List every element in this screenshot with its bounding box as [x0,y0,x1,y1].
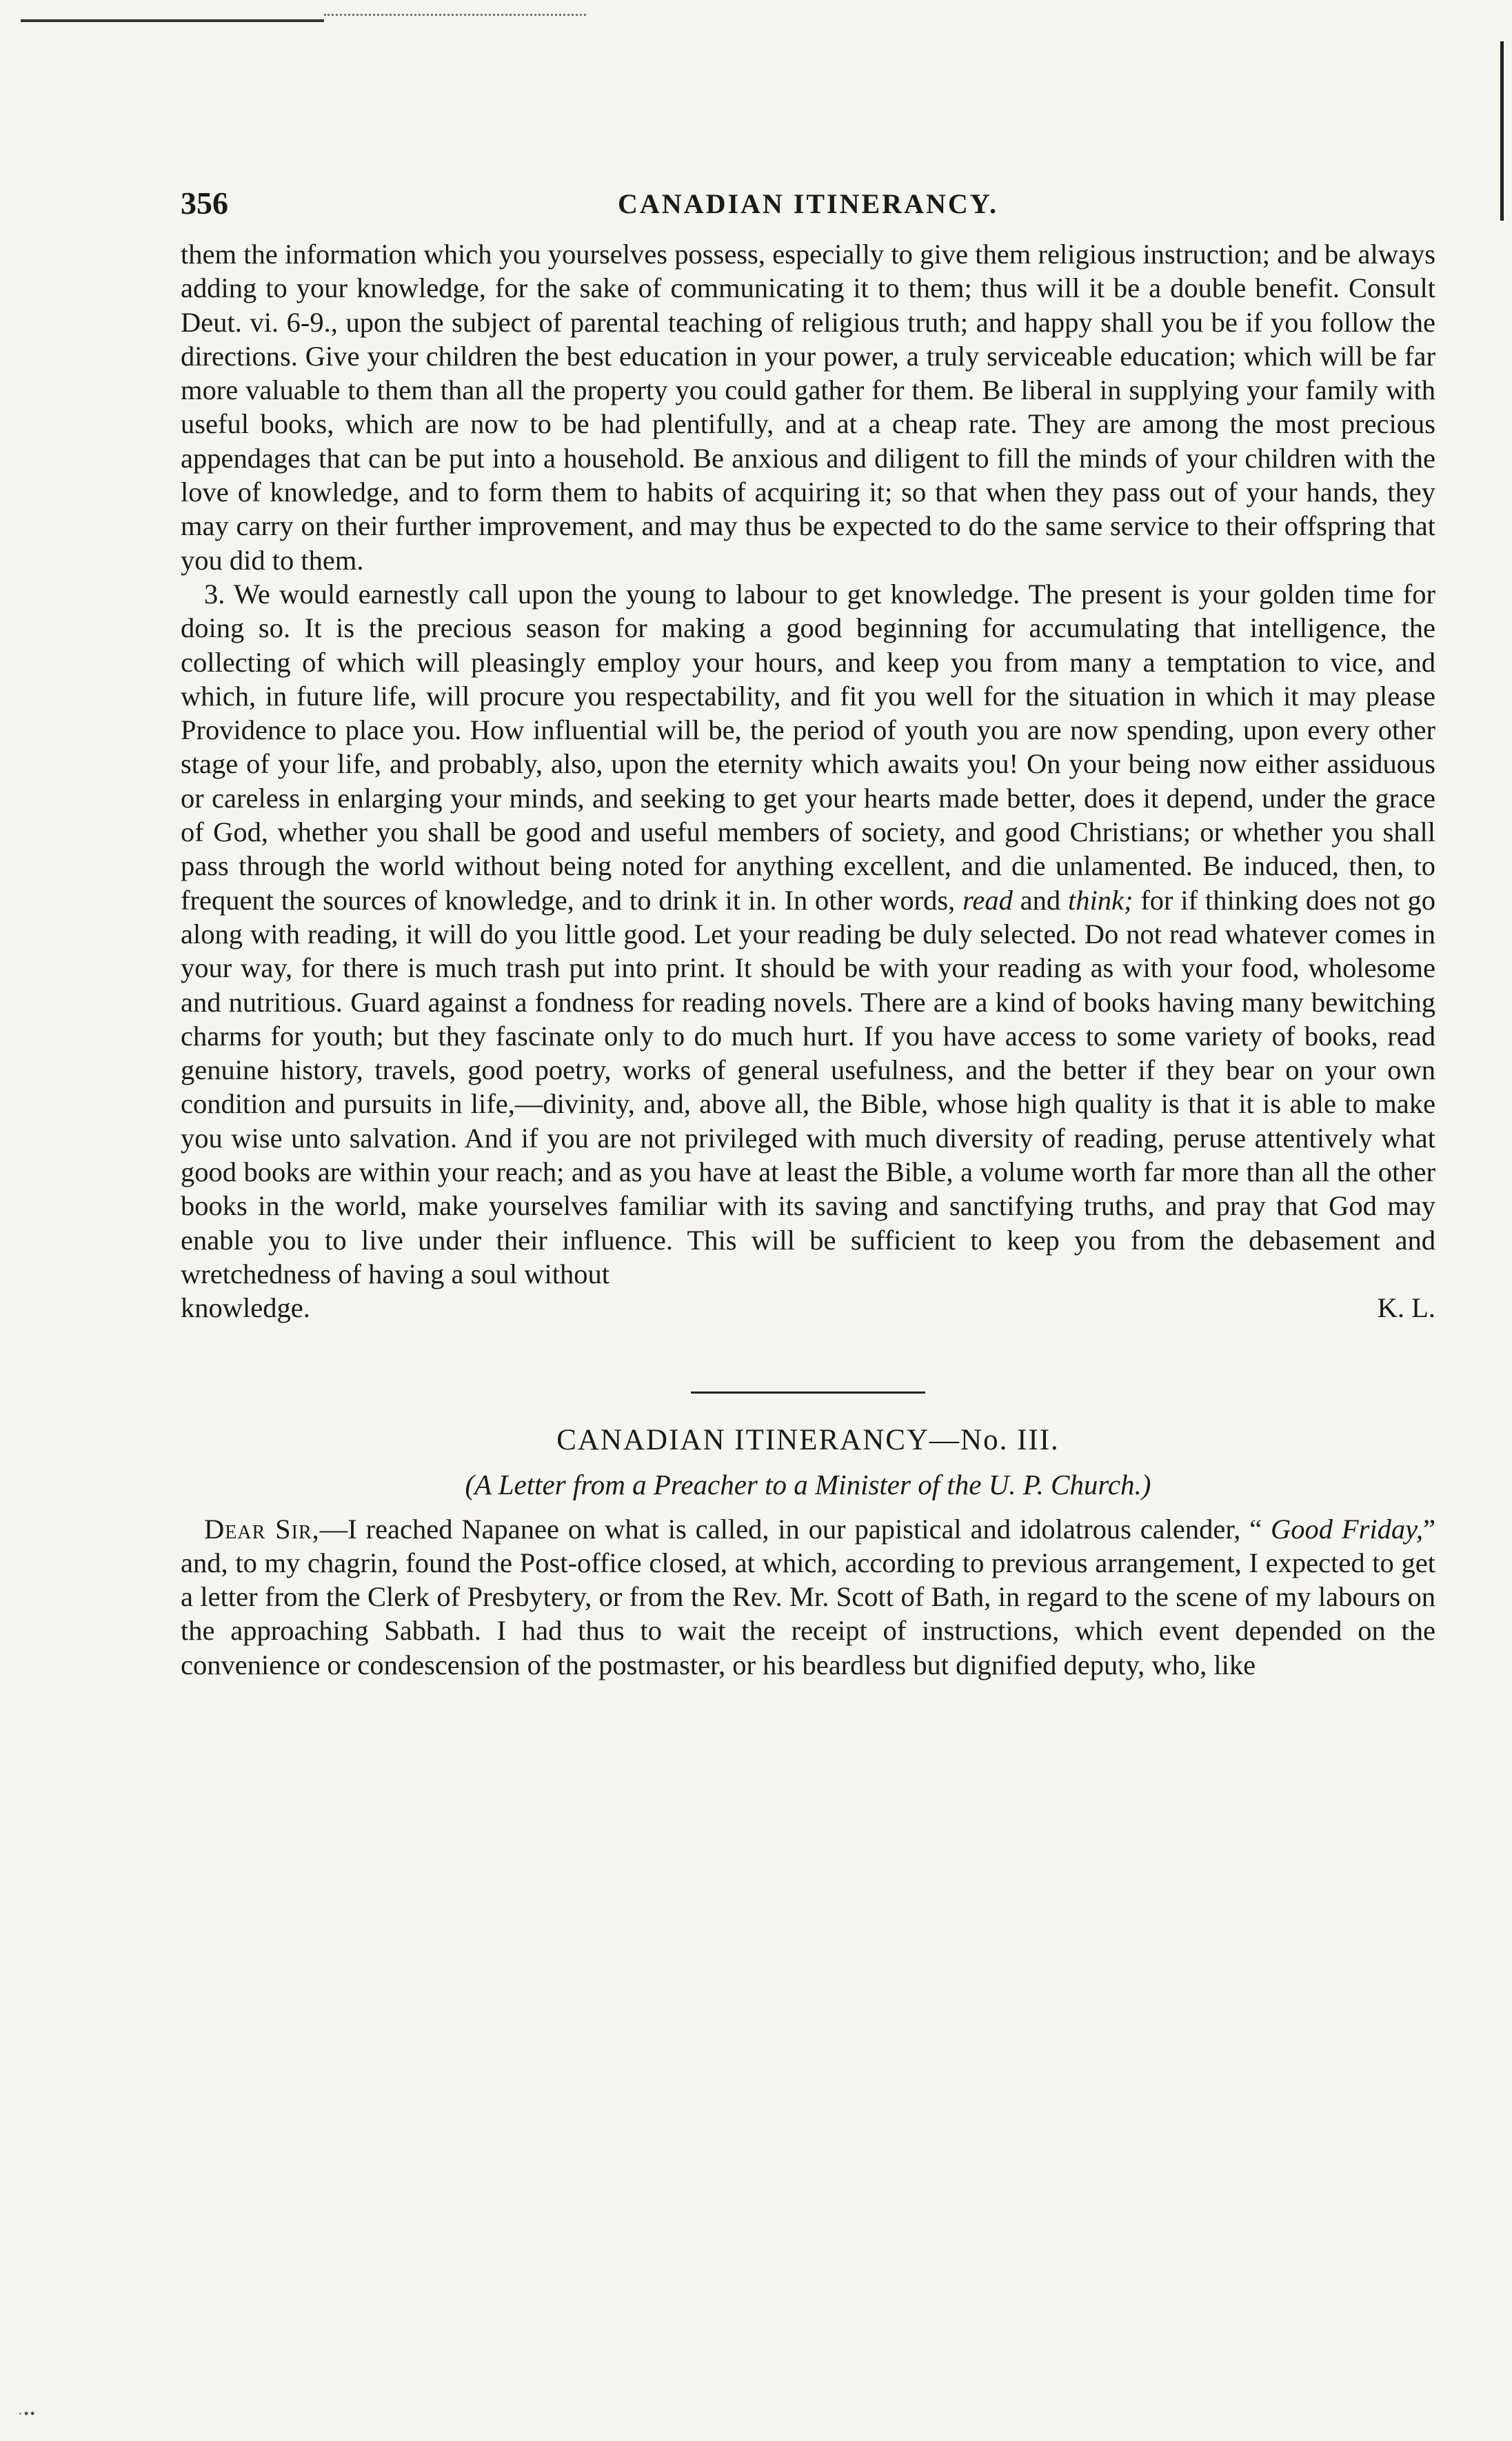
emphasis-good-friday: Good Friday, [1271,1513,1423,1545]
top-edge-specks [324,14,586,17]
section-title: CANADIAN ITINERANCY—No. III. [556,1423,1060,1456]
author-initials: K. L. [1377,1292,1435,1324]
paragraph-young-knowledge-rest: for if thinking does not go along with reading, it will do you little good. Let your reading be duly selected. Do not read whatever comes in your way, for there is much trash put into print. It should be with your reading as with your food, wholesome and nutritious. Guard against a fondness for reading novels. There are a kind of books having many bewitching charms for youth; but they fascinate only to do much hurt. If you have access to some variety of books, read genuine history, travels, good poetry, works of general usefulness, and the better if they bear on your own condition and pursuits in life,—divinity, and, above all, the Bible, whose high quality is that it is able to make you wise unto salvation. And if you are not privileged with much diversity of reading, peruse attentively what good books are within your reach; and as you have at least the Bible, a volume worth far more than all the other books in the world, make yourselves familiar with its saving and sanctifying truths, and pray that God may enable you to live under their influence. This will be sufficient to keep you from the debasement and wretchedness of having a soul without [181,884,1435,1289]
right-edge-bar [1500,41,1504,221]
paragraph-letter-opening [181,1512,1435,1682]
bottom-edge-specks: ·•• [18,2407,37,2422]
section-subtitle: (A Letter from a Preacher to a Minister of the U. P. Church.) [465,1468,1151,1500]
paragraph-parental-teaching: them the information which you yourselves possess, especially to give them religious instruction; and be always adding to your knowledge, for the sake of communicating it to them; thus will it be a double benefit. Consult Deut. vi. 6-9., upon the subject of parental teaching of religious truth; and happy shall you be if you follow the directions. Give your children the best education in your power, a truly serviceable education; which will be far more valuable to them than all the property you could gather for them. Be liberal in supplying your family with useful books, which are now to be had plentifully, and at a cheap rate. They are among the most precious appendages that can be put into a household. Be anxious and diligent to fill the minds of your children with the love of knowledge, and to form them to habits of acquiring it; so that when they pass out of your hands, they may carry on their further improvement, and may thus be expected to do the same service to their offspring that you did to them. [181,239,1435,576]
emphasis-read: read [962,884,1013,916]
section-divider [691,1392,925,1394]
letter-opening-text: —I reached Napanee on what is called, in our papistical and idolatrous calender, “ [319,1513,1271,1545]
paragraph-young-knowledge-text: 3. We would earnestly call upon the young to labour to get knowledge. The present is your golden time for doing so. It is the precious season for making a good beginning for accumulating that intelligence, the collecting of which will pleasingly employ your hours, and keep you from many a temptation to vice, and which, in future life, will procure you respectability, and fit you well for the situation in which it may please Providence to place you. How influential will be, the period of youth you are now spending, upon every other stage of your life, and probably, also, upon the eternity which awaits you! On your being now either assiduous or careless in enlarging your minds, and seeking to get your hearts made better, does it depend, under the grace of God, whether you shall be good and useful members of society, and good Christians; or whether you shall pass through the world without being noted for anything excellent, and die unlamented. Be induced, then, to frequent the sources of knowledge, and to drink it in. In other words, [181,578,1435,916]
connector-and: and [1012,884,1068,916]
page-number: 356 [181,185,228,221]
salutation: Dear Sir, [204,1513,320,1545]
signoff-line [181,1291,1435,1325]
page-header [181,185,1435,233]
running-head: CANADIAN ITINERANCY. [618,188,998,219]
letter-opening-rest: ” and, to my chagrin, found the Post-office closed, at which, according to previous arrangement, I expected to get a letter from the Clerk of Presbytery, or from the Rev. Mr. Scott of Bath, in regard to the scene of my labours on the approaching Sabbath. I had thus to wait the receipt of instructions, which event depended on the convenience or condescension of the postmaster, or his beardless but dignified deputy, who, like [181,1513,1435,1680]
closing-word: knowledge. [181,1292,310,1324]
page-body [181,185,1435,1682]
paragraph-young-knowledge [181,577,1435,1291]
emphasis-think: think; [1068,884,1133,916]
top-edge-rule [21,19,324,22]
